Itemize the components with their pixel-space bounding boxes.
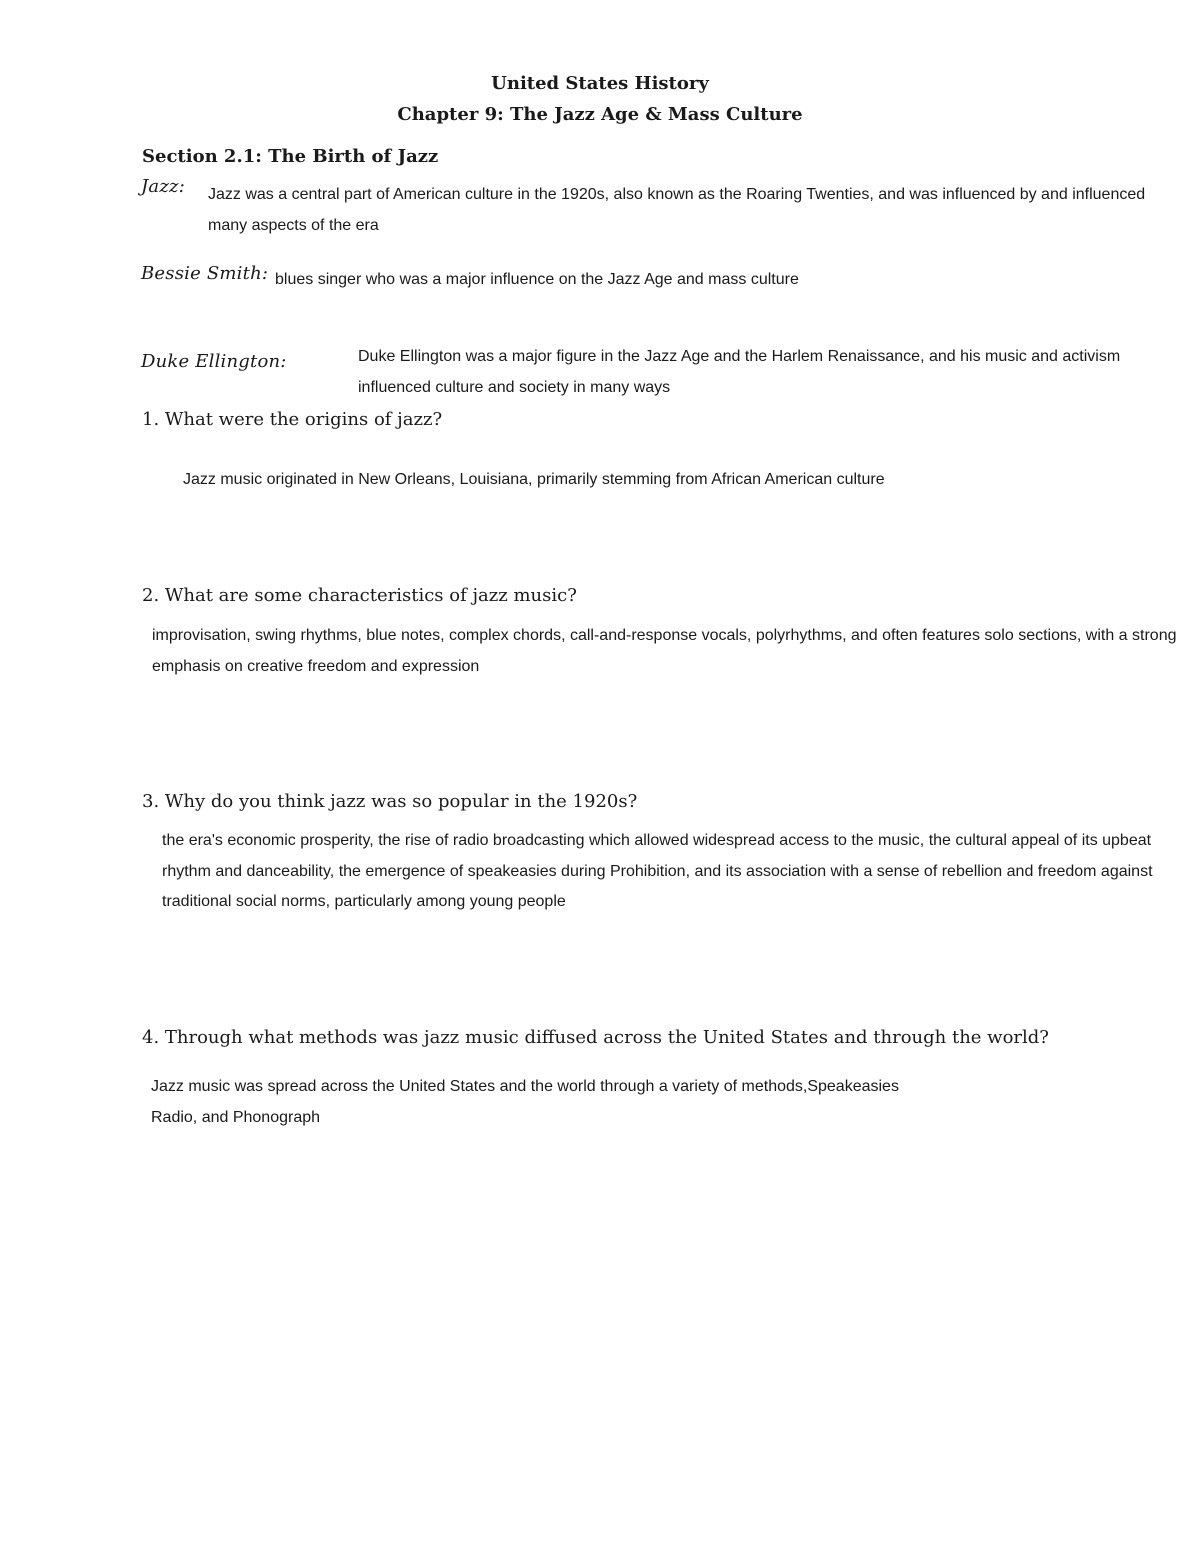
question-2: 2. What are some characteristics of jazz music?: [142, 585, 577, 606]
vocab-term-jazz: Jazz:: [141, 176, 185, 197]
course-title: United States History: [491, 73, 709, 94]
question-1: 1. What were the origins of jazz?: [142, 409, 443, 430]
answer-1: Jazz music originated in New Orleans, Louisiana, primarily stemming from African American culture: [183, 471, 885, 488]
answer-3: the era's economic prosperity, the rise of radio broadcasting which allowed widespread access to the music, the cultural appeal of its upbeat rhythm and danceability, the emergence of speakeasies during Prohibition, and its association with a sense of rebellion and freedom against traditional social norms, particularly among young people: [162, 832, 1153, 910]
question-3: 3. Why do you think jazz was so popular in the 1920s?: [142, 791, 638, 812]
chapter-title: Chapter 9: The Jazz Age & Mass Culture: [397, 104, 803, 125]
answer-4-line-1: Jazz music was spread across the United States and the world through a variety of methods,Speakeasies: [151, 1078, 899, 1095]
vocab-definition-duke-ellington: Duke Ellington was a major figure in the Jazz Age and the Harlem Renaissance, and his music and activism influenced culture and society in many ways: [358, 348, 1121, 396]
answer-2: improvisation, swing rhythms, blue notes, complex chords, call-and-response vocals, polyrhythms, and often features solo sections, with a strong emphasis on creative freedom and expression: [152, 627, 1177, 675]
vocab-definition-jazz: Jazz was a central part of American culture in the 1920s, also known as the Roaring Twenties, and was influenced by and influenced many aspects of the era: [208, 186, 1146, 234]
answer-4-line-2: Radio, and Phonograph: [151, 1109, 321, 1126]
vocab-term-duke-ellington: Duke Ellington:: [141, 351, 287, 372]
vocab-term-bessie-smith: Bessie Smith:: [141, 263, 269, 284]
section-heading: Section 2.1: The Birth of Jazz: [142, 146, 439, 167]
vocab-definition-bessie-smith: blues singer who was a major influence on the Jazz Age and mass culture: [275, 271, 799, 288]
question-4: 4. Through what methods was jazz music diffused across the United States and through the world?: [142, 1027, 1049, 1048]
